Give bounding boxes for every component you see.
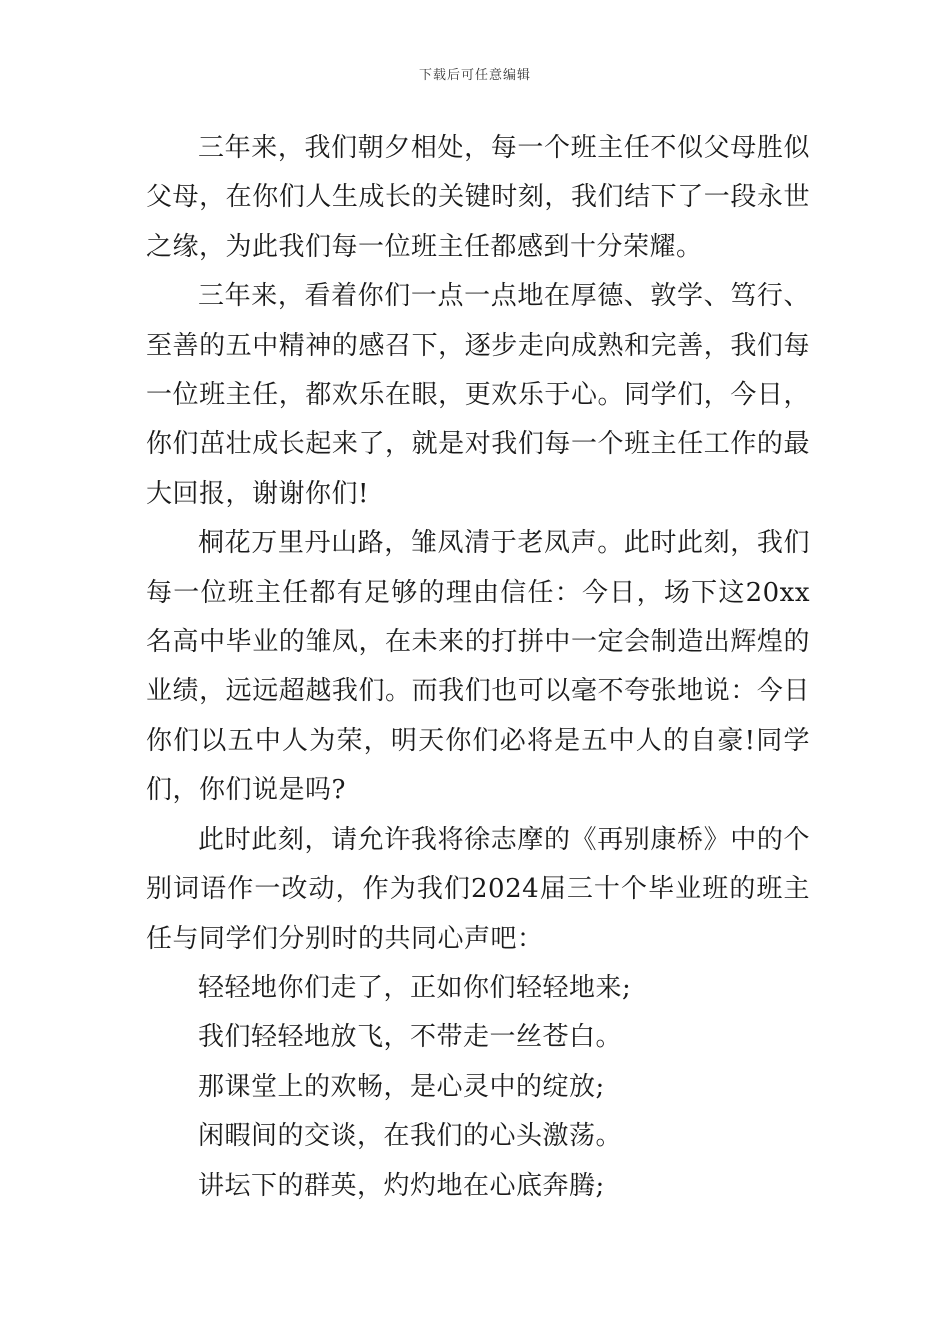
poem-line-5: 讲坛下的群英，灼灼地在心底奔腾; — [198, 1170, 605, 1201]
paragraph-3: 桐花万里丹山路，雏凤清于老凤声。此时此刻，我们每一位班主任都有足够的理由信任：今日，场下这20xx名高中毕业的雏凤，在未来的打拼中一定会制造出辉煌的业绩，远远超越我们。而我们也可以毫不夸张地说：今日你们以五中人为荣，明天你们必将是五中人的自豪!同学们，你们说是吗? — [146, 528, 810, 806]
poem-line-2: 我们轻轻地放飞，不带走一丝苍白。 — [198, 1022, 623, 1053]
document-body — [146, 124, 810, 1211]
poem-line-4: 闲暇间的交谈，在我们的心头激荡。 — [198, 1121, 623, 1152]
paragraph-2: 三年来，看着你们一点一点地在厚德、敦学、笃行、至善的五中精神的感召下，逐步走向成熟和完善，我们每一位班主任，都欢乐在眼，更欢乐于心。同学们，今日，你们茁壮成长起来了，就是对我们每一个班主任工作的最大回报，谢谢你们! — [146, 281, 810, 509]
poem-line-3: 那课堂上的欢畅，是心灵中的绽放; — [198, 1071, 605, 1102]
page-header: 下载后可任意编辑 — [418, 68, 531, 83]
paragraph-4: 此时此刻，请允许我将徐志摩的《再别康桥》中的个别词语作一改动，作为我们2024届三十个毕业班的班主任与同学们分别时的共同心声吧： — [146, 824, 810, 954]
poem-line-1: 轻轻地你们走了，正如你们轻轻地来; — [198, 972, 632, 1003]
paragraph-1: 三年来，我们朝夕相处，每一个班主任不似父母胜似父母，在你们人生成长的关键时刻，我们结下了一段永世之缘，为此我们每一位班主任都感到十分荣耀。 — [146, 133, 810, 262]
